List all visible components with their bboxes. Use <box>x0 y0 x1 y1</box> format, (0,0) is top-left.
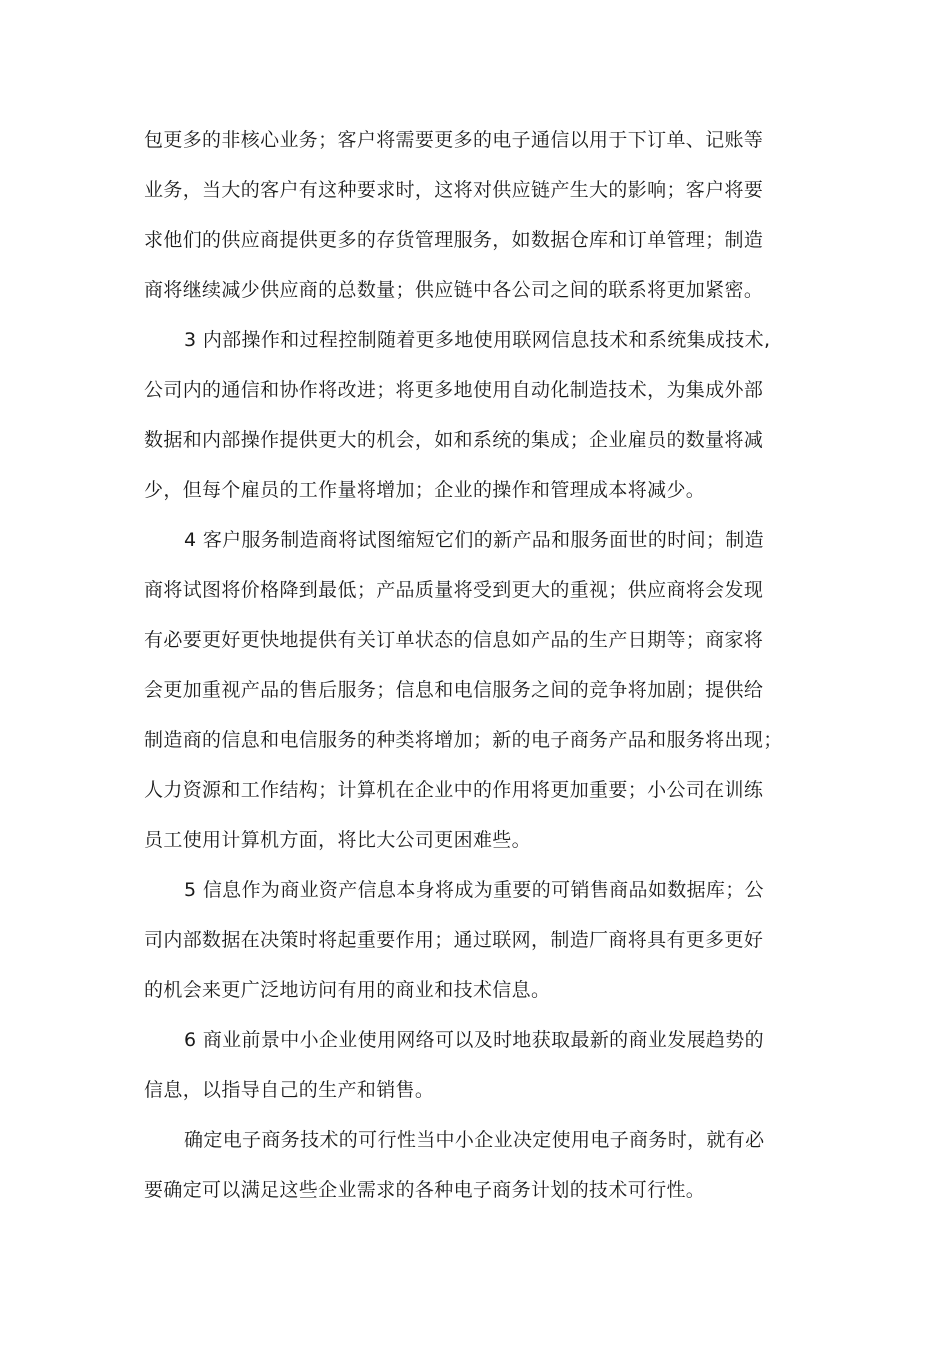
text-line: 的机会来更广泛地访问有用的商业和技术信息。 <box>144 979 551 1001</box>
text-line: 公司内的通信和协作将改进；将更多地使用自动化制造技术，为集成外部 <box>144 379 764 401</box>
text-line: 司内部数据在决策时将起重要作用；通过联网，制造厂商将具有更多更好 <box>144 929 764 951</box>
paragraph-first-line: 确定电子商务技术的可行性当中小企业决定使用电子商务时，就有必 <box>184 1129 765 1151</box>
text-line: 员工使用计算机方面，将比大公司更困难些。 <box>144 829 532 851</box>
text-line: 求他们的供应商提供更多的存货管理服务，如数据仓库和订单管理；制造 <box>144 229 764 251</box>
section-heading-line: 4 客户服务制造商将试图缩短它们的新产品和服务面世的时间；制造 <box>184 529 764 551</box>
text-line: 制造商的信息和电信服务的种类将增加；新的电子商务产品和服务将出现； <box>144 729 783 751</box>
section-heading-line: 6 商业前景中小企业使用网络可以及时地获取最新的商业发展趋势的 <box>184 1029 764 1051</box>
section-heading-line: 3 内部操作和过程控制随着更多地使用联网信息技术和系统集成技术, <box>184 329 771 351</box>
text-line: 人力资源和工作结构；计算机在企业中的作用将更加重要；小公司在训练 <box>144 779 764 801</box>
text-line: 要确定可以满足这些企业需求的各种电子商务计划的技术可行性。 <box>144 1179 706 1201</box>
section-heading-line: 5 信息作为商业资产信息本身将成为重要的可销售商品如数据库；公 <box>184 879 764 901</box>
text-line: 少，但每个雇员的工作量将增加；企业的操作和管理成本将减少。 <box>144 479 706 501</box>
text-line: 业务，当大的客户有这种要求时，这将对供应链产生大的影响；客户将要 <box>144 179 764 201</box>
text-line: 商将继续减少供应商的总数量；供应链中各公司之间的联系将更加紧密。 <box>144 279 764 301</box>
text-line: 信息，以指导自己的生产和销售。 <box>144 1079 435 1101</box>
text-line: 包更多的非核心业务；客户将需要更多的电子通信以用于下订单、记账等 <box>144 129 764 151</box>
text-line: 有必要更好更快地提供有关订单状态的信息如产品的生产日期等；商家将 <box>144 629 764 651</box>
text-line: 会更加重视产品的售后服务；信息和电信服务之间的竞争将加剧；提供给 <box>144 679 764 701</box>
text-line: 商将试图将价格降到最低；产品质量将受到更大的重视；供应商将会发现 <box>144 579 764 601</box>
text-line: 数据和内部操作提供更大的机会，如和系统的集成；企业雇员的数量将减 <box>144 429 764 451</box>
